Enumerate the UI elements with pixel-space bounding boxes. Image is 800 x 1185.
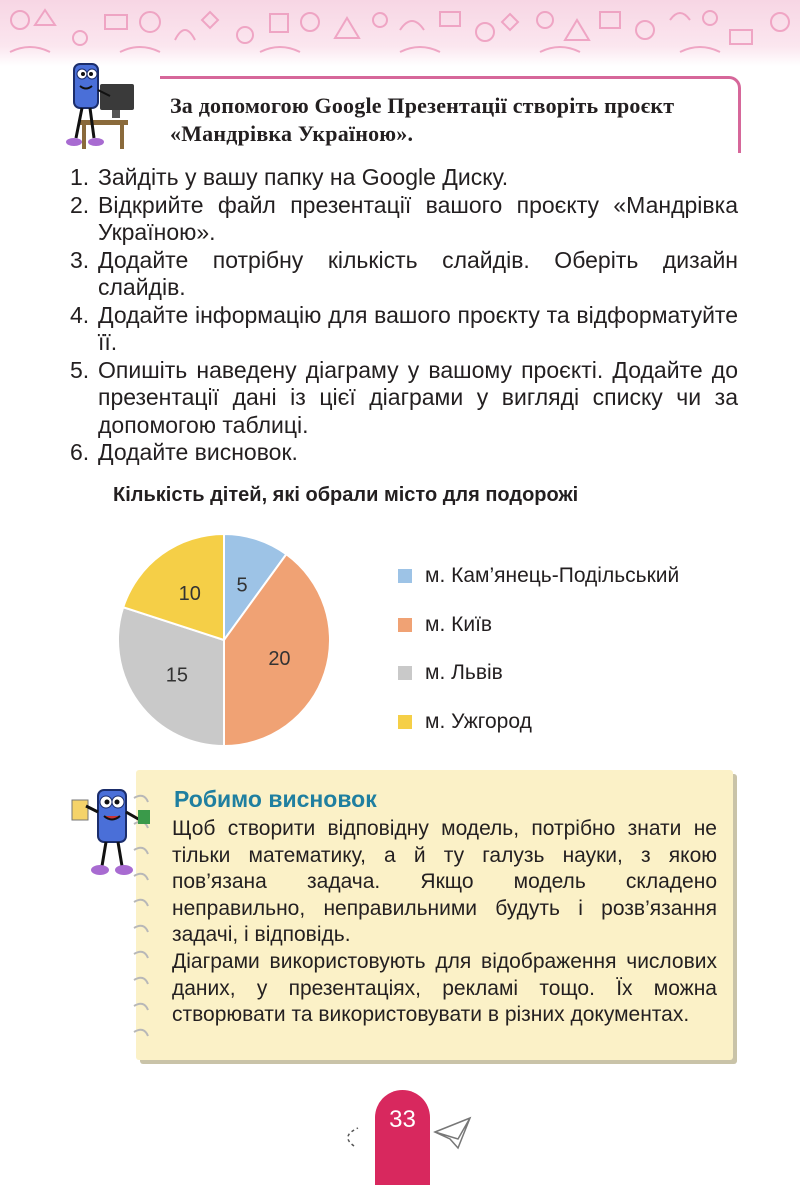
- legend-swatch: [398, 618, 412, 632]
- step-number: 5.: [70, 356, 90, 383]
- step-number: 6.: [70, 439, 90, 465]
- legend-item: [398, 710, 679, 759]
- legend-item: [398, 661, 679, 710]
- pie-data-label: 10: [178, 582, 201, 605]
- legend-swatch: [398, 666, 412, 680]
- page-number-tab: [375, 1090, 430, 1185]
- step-text: Додайте потрібну кількість слайдів. Оберіть дизайн слайдів.: [98, 246, 738, 300]
- step-item: [70, 439, 738, 467]
- step-text: Відкрийте файл презентації вашого проєкту «Мандрівка Україною».: [98, 191, 738, 245]
- steps-list: [70, 164, 738, 467]
- step-text: Зайдіть у вашу папку на Google Диску.: [98, 164, 509, 190]
- page-number: 33: [389, 1106, 416, 1133]
- step-item: [70, 164, 738, 192]
- step-item: [70, 302, 738, 357]
- legend-swatch: [398, 569, 412, 583]
- legend-item: [398, 564, 679, 613]
- step-number: 4.: [70, 301, 90, 328]
- step-item: [70, 192, 738, 247]
- step-number: 3.: [70, 246, 90, 273]
- conclusion-text: [172, 816, 717, 1029]
- legend-swatch: [398, 715, 412, 729]
- legend-label: м. Ужгород: [425, 709, 532, 733]
- step-text: Додайте інформацію для вашого проєкту та відформатуйте її.: [98, 301, 738, 355]
- pie-data-label: 15: [165, 664, 188, 687]
- task-title: За допомогою Google Презентації створіть проєкт «Мандрівка Україною».: [170, 93, 675, 146]
- chart-legend: [398, 564, 679, 758]
- step-text: Опишіть наведену діаграму у вашому проєкті. Додайте до презентації дані із цієї діаграми у вигляді списку чи за допомогою таблиці.: [98, 356, 738, 438]
- step-number: 1.: [70, 164, 90, 190]
- pie-data-label: 5: [236, 574, 248, 597]
- legend-label: м. Кам’янець-Подільський: [425, 564, 680, 587]
- robot-at-computer-icon: [60, 56, 140, 156]
- conclusion-paragraph: Діаграми використовують для відображення числових даних, у презентаціях, рекламі тощо. Їх можна створювати та використовувати в різних документах.: [172, 949, 717, 1027]
- pie-chart: [112, 528, 336, 752]
- legend-label: м. Львів: [425, 661, 503, 684]
- step-text: Додайте висновок.: [98, 439, 298, 465]
- chart-title: Кількість дітей, які обрали місто для подорожі: [113, 484, 579, 506]
- pie-data-label: 20: [268, 648, 291, 671]
- legend-item: [398, 613, 679, 662]
- conclusion-paragraph: Щоб створити відповідну модель, потрібно знати не тільки математику, а й ту галузь науки, з якою пов’язана задача. Якщо модель складено неправильно, неправильними будуть і розв’язання задачі, і відповідь.: [172, 817, 717, 947]
- conclusion-title: Робимо висновок: [174, 786, 377, 812]
- step-number: 2.: [70, 191, 90, 218]
- legend-label: м. Київ: [425, 612, 493, 636]
- robot-with-notes-icon: [68, 784, 160, 880]
- step-item: [70, 357, 738, 440]
- step-item: [70, 247, 738, 302]
